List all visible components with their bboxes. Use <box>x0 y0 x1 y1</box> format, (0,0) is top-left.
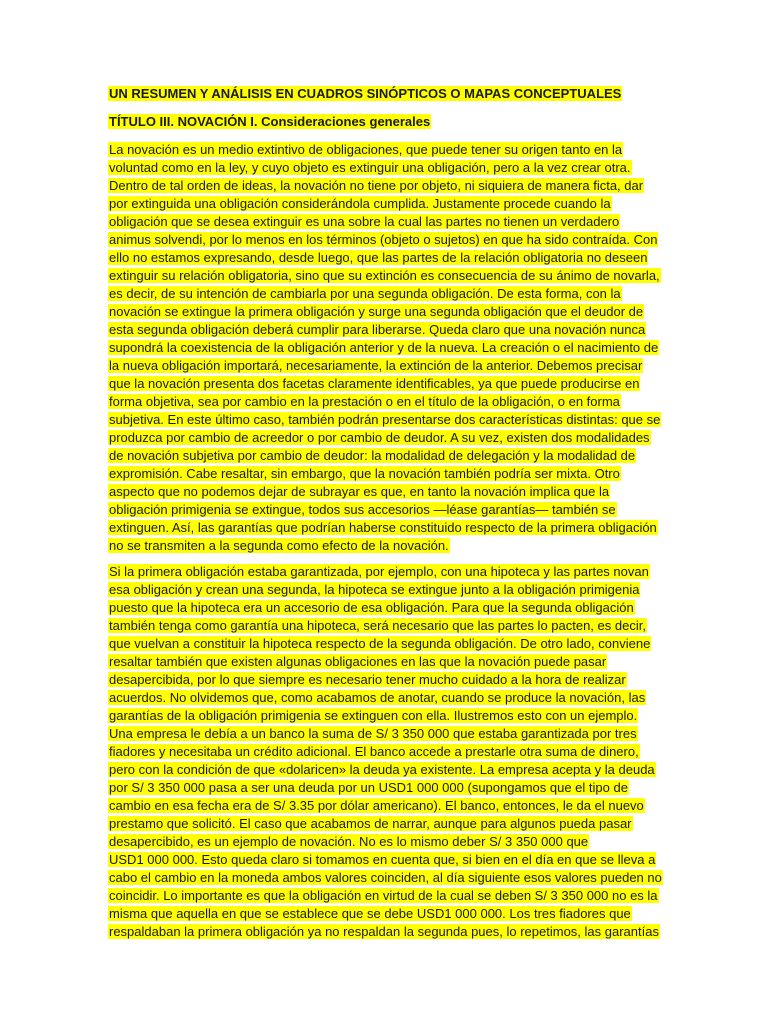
document-heading-text: UN RESUMEN Y ANÁLISIS EN CUADROS SINÓPTICOS O MAPAS CONCEPTUALES <box>109 86 622 101</box>
paragraph-line-text: respaldaban la primera obligación ya no respaldan la segunda pues, lo repetimos, las garantías <box>109 924 659 939</box>
paragraph-line <box>108 159 656 177</box>
paragraph-line <box>108 797 656 815</box>
paragraph-line-text: que vuelvan a constituir la hipoteca respecto de la segunda obligación. De otro lado, conviene <box>109 636 651 651</box>
paragraph-line <box>108 213 656 231</box>
paragraph-line <box>108 887 656 905</box>
paragraph-line <box>108 599 656 617</box>
paragraph-line-text: La novación es un medio extintivo de obligaciones, que puede tener su origen tanto en la <box>109 142 623 157</box>
paragraph-line <box>108 725 656 743</box>
paragraph-line <box>108 267 660 285</box>
paragraph-line-text: USD1 000 000. Esto queda claro si tomamos en cuenta que, si bien en el día en que se lleva a <box>109 852 656 867</box>
section-title-text: TÍTULO III. NOVACIÓN I. Consideraciones generales <box>109 114 431 129</box>
paragraph-line-text: misma que aquella en que se establece que se debe USD1 000 000. Los tres fiadores que <box>109 906 631 921</box>
paragraph-line <box>108 411 661 429</box>
paragraph-line <box>108 195 656 213</box>
paragraph-line <box>108 707 656 725</box>
paragraph-line <box>108 357 656 375</box>
paragraph-line <box>108 339 659 357</box>
paragraph-line <box>108 815 656 833</box>
paragraph-line <box>108 653 656 671</box>
paragraph-line <box>108 285 656 303</box>
paragraph-line <box>108 537 656 555</box>
paragraph-line <box>108 321 656 339</box>
paragraph-line-text: animus solvendi, por lo menos en los términos (objeto o sujetos) en que ha sido contraída. Con <box>109 232 658 247</box>
paragraph-line-text: ello no estamos expresando, desde luego, que las partes de la relación obligatoria no deseen <box>109 250 648 265</box>
paragraph-line-text: garantías de la obligación primigenia se extinguen con ella. Ilustremos esto con un ejemplo. <box>109 708 638 723</box>
paragraph-line-text: esta segunda obligación deberá cumplir para liberarse. Queda claro que una novación nunca <box>109 322 646 337</box>
paragraph-line <box>108 519 656 537</box>
paragraph-line-text: es decir, de su intención de cambiarla por una segunda obligación. De esta forma, con la <box>109 286 621 301</box>
paragraph-line <box>108 581 656 599</box>
paragraph-line-text: supondrá la coexistencia de la obligación anterior y de la nueva. La creación o el nacimiento de <box>109 340 659 355</box>
paragraph-line-text: que la novación presenta dos facetas claramente identificables, ya que puede producirse en <box>109 376 640 391</box>
paragraph-line-text: extinguen. Así, las garantías que podrían haberse constituido respecto de la primera obligación <box>109 520 657 535</box>
paragraph-line <box>108 851 656 869</box>
paragraph-1 <box>108 141 661 555</box>
paragraph-line <box>108 743 656 761</box>
document-page <box>108 84 662 941</box>
paragraph-line <box>108 465 656 483</box>
paragraph-line-text: desapercibida, por lo que siempre es necesario tener mucho cuidado a la hora de realizar <box>109 672 626 687</box>
paragraph-line-text: Una empresa le debía a un banco la suma de S/ 3 350 000 que estaba garantizada por tres <box>109 726 637 741</box>
paragraph-line-text: resaltar también que existen algunas obligaciones en las que la novación puede pasar <box>109 654 607 669</box>
paragraph-line <box>108 869 662 887</box>
paragraph-line-text: expromisión. Cabe resaltar, sin embargo, que la novación también podría ser mixta. Otro <box>109 466 620 481</box>
paragraph-line <box>108 303 656 321</box>
section-title <box>108 112 656 131</box>
paragraph-line-text: novación se extingue la primera obligación y surge una segunda obligación que el deudor de <box>109 304 644 319</box>
paragraph-line-text: la nueva obligación importará, necesariamente, la extinción de la anterior. Debemos precisar <box>109 358 643 373</box>
paragraph-line <box>108 905 656 923</box>
paragraph-line-text: Dentro de tal orden de ideas, la novación no tiene por objeto, ni siquiera de manera ficta, dar <box>109 178 644 193</box>
paragraph-line-text: produzca por cambio de acreedor o por cambio de deudor. A su vez, existen dos modalidades <box>109 430 650 445</box>
paragraph-line <box>108 231 656 249</box>
paragraph-line-text: no se transmiten a la segunda como efecto de la novación. <box>109 538 449 553</box>
paragraph-line-text: esa obligación y crean una segunda, la hipoteca se extingue junto a la obligación primigenia <box>109 582 640 597</box>
paragraph-line <box>108 635 656 653</box>
paragraph-line-text: puesto que la hipoteca era un accesorio de esa obligación. Para que la segunda obligación <box>109 600 634 615</box>
paragraph-line <box>108 501 656 519</box>
paragraph-line <box>108 779 656 797</box>
paragraph-line <box>108 761 656 779</box>
paragraph-line-text: desapercibido, es un ejemplo de novación. No es lo mismo deber S/ 3 350 000 que <box>109 834 589 849</box>
paragraph-line-text: por S/ 3 350 000 pasa a ser una deuda por un USD1 000 000 (supongamos que el tipo de <box>109 780 628 795</box>
paragraph-line-text: extinguir su relación obligatoria, sino que su extinción es consecuencia de su ánimo de novarla, <box>109 268 660 283</box>
paragraph-line <box>108 393 656 411</box>
paragraph-line-text: por extinguida una obligación considerándola cumplida. Justamente procede cuando la <box>109 196 611 211</box>
paragraph-line-text: pero con la condición de que «dolaricen» la deuda ya existente. La empresa acepta y la deuda <box>109 762 655 777</box>
paragraph-line-text: aspecto que no podemos dejar de subrayar es que, en tanto la novación implica que la <box>109 484 610 499</box>
paragraph-line <box>108 923 659 941</box>
paragraph-line-text: obligación que se desea extinguir es una sobre la cual las partes no tienen un verdadero <box>109 214 620 229</box>
paragraph-line <box>108 249 656 267</box>
paragraph-line <box>108 483 656 501</box>
paragraph-line-text: obligación primigenia se extingue, todos sus accesorios —léase garantías— también se <box>109 502 616 517</box>
paragraph-line <box>108 617 656 635</box>
paragraph-line <box>108 429 656 447</box>
paragraph-line <box>108 375 656 393</box>
paragraph-line-text: coincidir. Lo importante es que la obligación en virtud de la cual se deben S/ 3 350 000 no es la <box>109 888 658 903</box>
paragraph-line-text: de novación subjetiva por cambio de deudor: la modalidad de delegación y la modalidad de <box>109 448 636 463</box>
paragraph-line <box>108 833 656 851</box>
paragraph-line-text: voluntad como en la ley, y cuyo objeto es extinguir una obligación, pero a la vez crear otra. <box>109 160 631 175</box>
paragraph-line <box>108 177 656 195</box>
paragraph-line-text: cambio en esa fecha era de S/ 3.35 por dólar americano). El banco, entonces, le da el nuevo <box>109 798 644 813</box>
paragraph-line-text: cabo el cambio en la moneda ambos valores coinciden, al día siguiente esos valores pueden no <box>109 870 662 885</box>
paragraph-line-text: prestamo que solicitó. El caso que acabamos de narrar, aunque para algunos pueda pasar <box>109 816 632 831</box>
paragraph-line-text: subjetiva. En este último caso, también podrán presentarse dos características distintas: que se <box>109 412 661 427</box>
paragraph-line-text: también tenga como garantía una hipoteca, será necesario que las partes lo pacten, es decir, <box>109 618 646 633</box>
paragraph-line-text: fiadores y necesitaba un crédito adicional. El banco accede a prestarle otra suma de dinero, <box>109 744 639 759</box>
paragraph-line <box>108 563 656 581</box>
paragraph-2 <box>108 563 662 941</box>
paragraph-line-text: forma objetiva, sea por cambio en la prestación o en el título de la obligación, o en forma <box>109 394 620 409</box>
paragraph-line <box>108 447 656 465</box>
paragraph-line <box>108 689 656 707</box>
paragraph-line <box>108 141 656 159</box>
paragraph-line-text: acuerdos. No olvidemos que, como acabamos de anotar, cuando se produce la novación, las <box>109 690 646 705</box>
paragraph-line <box>108 671 656 689</box>
paragraph-line-text: Si la primera obligación estaba garantizada, por ejemplo, con una hipoteca y las partes novan <box>109 564 649 579</box>
document-heading <box>108 84 656 103</box>
